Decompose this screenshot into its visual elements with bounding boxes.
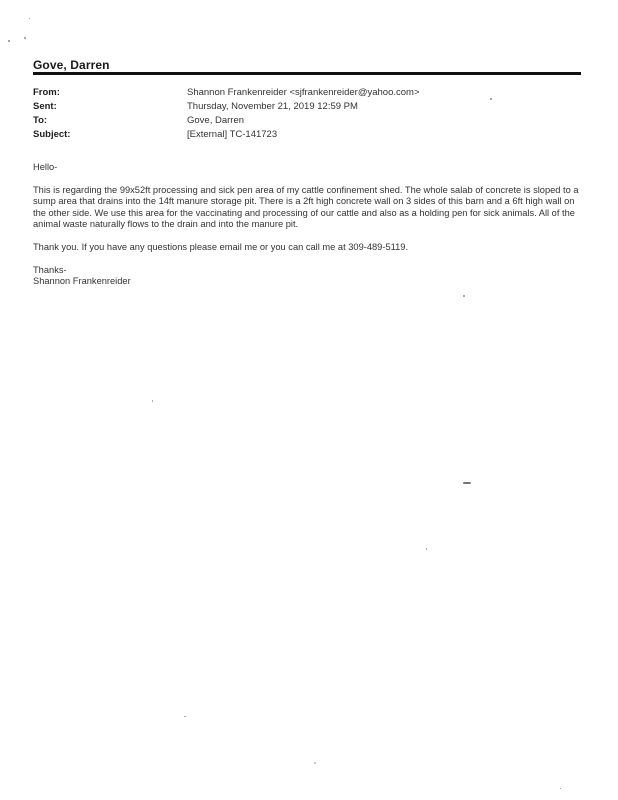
to-value: Gove, Darren [187,115,245,126]
signature: Shannon Frankenreider [33,276,131,287]
sent-row [33,100,581,114]
scan-speck [490,98,492,100]
subject-row [33,128,581,142]
scan-speck [463,295,465,297]
scan-speck [29,18,30,19]
subject-label: Subject: [33,129,71,140]
greeting: Hello- [33,162,58,172]
scan-speck [184,716,186,717]
email-header-block [33,86,581,142]
sent-label: Sent: [33,101,57,112]
header-divider [33,72,581,75]
from-value: Shannon Frankenreider <sjfrankenreider@yahoo.com> [187,87,420,98]
email-body [33,162,588,288]
subject-value: [External] TC-141723 [187,129,278,140]
scan-speck [314,762,316,764]
body-paragraph-concrete-slab: This is regarding the 99x52ft processing and sick pen area of my cattle confinement shed. The whole salab of concrete is sloped to a sump area that drains into the 14ft manure storage pit. There is a 2ft high concrete wall on 3 sides of this barn and a 6ft high wall on the other side. We use this area for the vaccinating and processing of our cattle and also as a holding pen for sick animals. All of the animal waste naturally flows to the drain and into the manure pit. [33,184,579,230]
mailbox-owner-name: Gove, Darren [33,58,110,72]
scan-speck [152,400,153,402]
closing: Thanks- [33,264,67,275]
from-label: From: [33,87,60,98]
to-label: To: [33,115,48,126]
scan-speck [24,37,26,39]
from-row [33,86,581,100]
scan-speck [426,548,427,550]
scan-speck [560,788,561,789]
scan-speck [463,482,471,484]
scan-speck [8,40,10,42]
to-row [33,114,581,128]
sent-value: Thursday, November 21, 2019 12:59 PM [187,101,358,112]
body-paragraph-contact: Thank you. If you have any questions please email me or you can call me at 309-489-5119. [33,241,409,252]
